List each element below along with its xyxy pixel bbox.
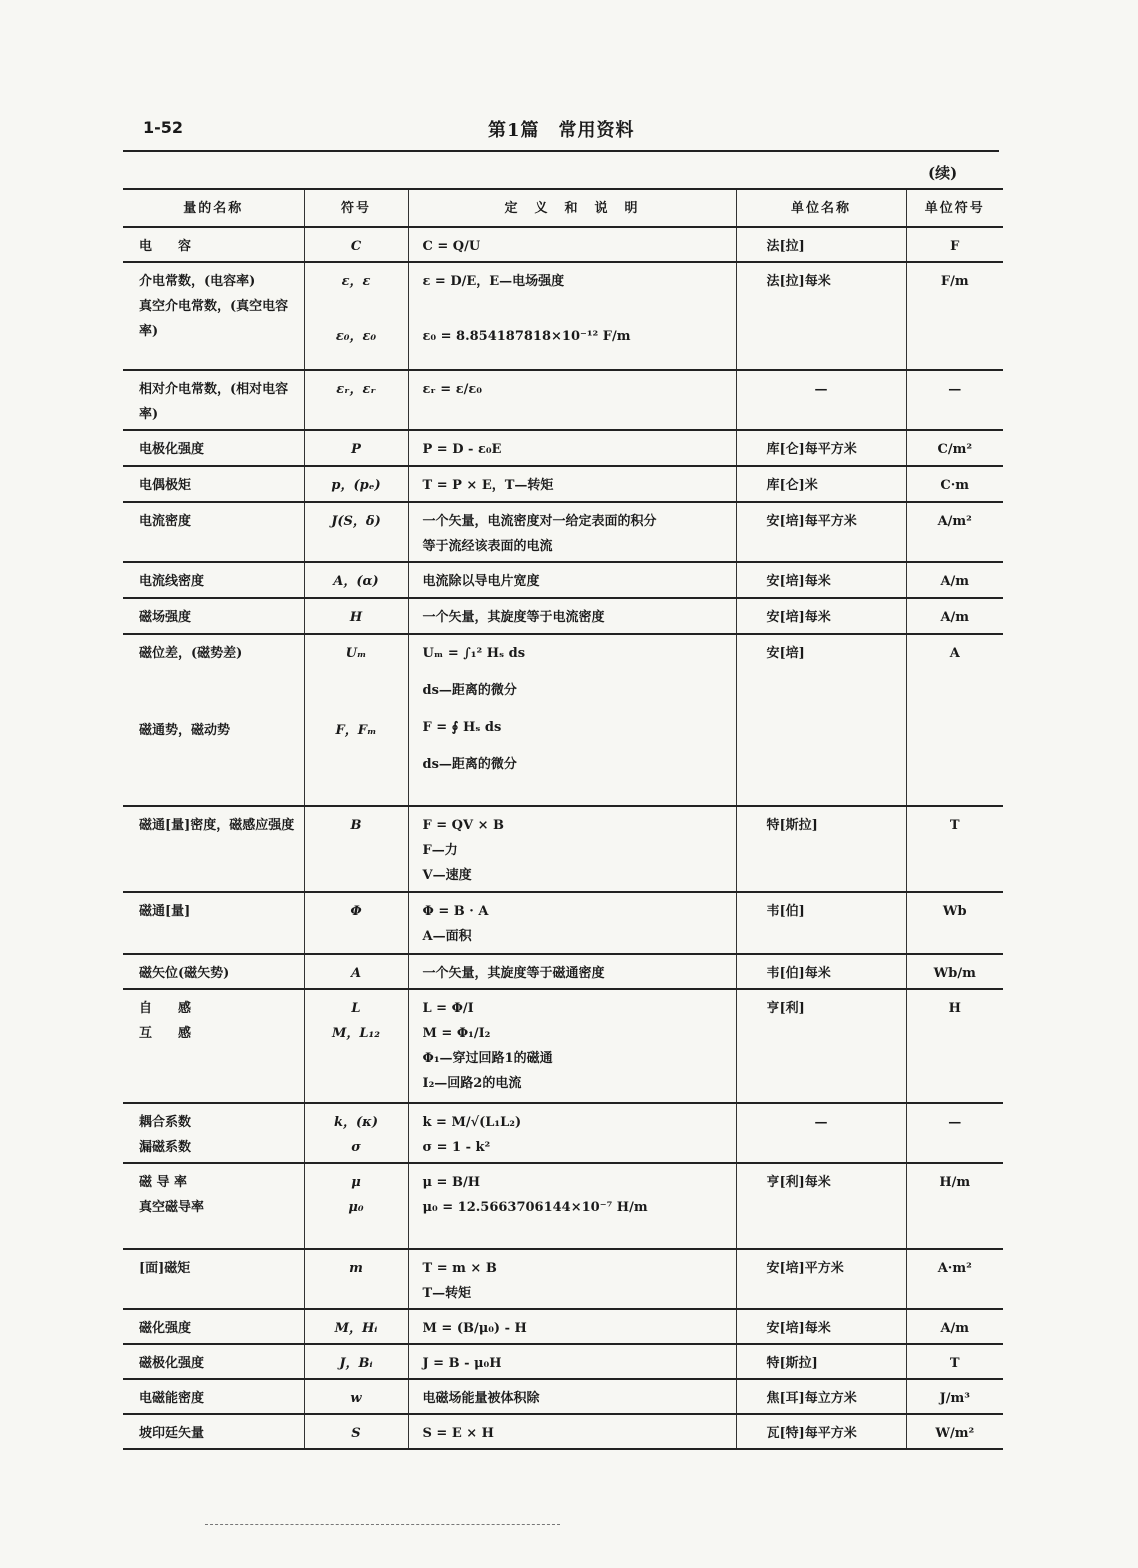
quantity-definition: L = Φ/I M = Φ₁/I₂ Φ₁—穿过回路1的磁通 I₂—回路2的电流 (408, 989, 736, 1103)
unit-name: 亨[利] (736, 989, 906, 1103)
quantity-definition: 电流除以导电片宽度 (408, 562, 736, 598)
table-row (123, 370, 1003, 430)
bottom-scan-line (205, 1524, 560, 1525)
table-row (123, 1414, 1003, 1449)
quantity-definition: T = m × B T—转矩 (408, 1249, 736, 1309)
quantity-name: 磁化强度 (139, 1321, 192, 1336)
quantity-symbol: J，Bᵢ (304, 1344, 408, 1379)
quantity-definition: ε = D/E，E—电场强度 ε₀ = 8.854187818×10⁻¹² F/m (408, 262, 736, 370)
unit-name: 瓦[特]每平方米 (736, 1414, 906, 1449)
unit-symbol: J/m³ (906, 1379, 1003, 1414)
quantity-definition: k = M/√(L₁L₂) σ = 1 - k² (408, 1103, 736, 1163)
table-row (123, 1344, 1003, 1379)
quantity-symbol: S (304, 1414, 408, 1449)
quantities-table (123, 188, 1003, 1450)
quantity-definition: J = B - μ₀H (408, 1344, 736, 1379)
quantity-definition: P = D - ε₀E (408, 430, 736, 466)
unit-symbol: C·m (906, 466, 1003, 502)
unit-name: 法[拉]每米 (736, 262, 906, 370)
quantity-symbol: C (304, 227, 408, 262)
quantity-definition: S = E × H (408, 1414, 736, 1449)
header-definition: 定 义 和 说 明 (408, 189, 736, 227)
quantity-name: 磁通[量] (139, 904, 191, 919)
quantity-name: 相对介电常数，(相对电容率) (139, 382, 289, 422)
quantity-symbol: H (304, 598, 408, 634)
header-unit-name: 单位名称 (736, 189, 906, 227)
quantity-symbol: M，Hᵢ (304, 1309, 408, 1344)
quantity-name: 电偶极矩 (139, 478, 192, 493)
unit-name: 安[培]每米 (736, 1309, 906, 1344)
quantity-name: 磁位差，(磁势差) 磁通势，磁动势 (139, 646, 243, 738)
quantity-definition: 一个矢量，电流密度对一给定表面的积分 等于流经该表面的电流 (408, 502, 736, 562)
quantity-definition: 电磁场能量被体积除 (408, 1379, 736, 1414)
table-row (123, 892, 1003, 954)
header-quantity-name: 量的名称 (183, 200, 244, 216)
quantity-symbol: w (304, 1379, 408, 1414)
quantity-name: 磁矢位(磁矢势) (139, 966, 230, 981)
unit-symbol: T (906, 806, 1003, 892)
unit-symbol: F (906, 227, 1003, 262)
quantity-definition: 一个矢量，其旋度等于磁通密度 (408, 954, 736, 989)
unit-symbol: A/m (906, 562, 1003, 598)
table-row (123, 634, 1003, 806)
unit-symbol: Wb/m (906, 954, 1003, 989)
header-rule (123, 150, 999, 152)
quantity-name: 电极化强度 (139, 442, 205, 457)
unit-name: 安[培]每平方米 (736, 502, 906, 562)
quantity-name: 磁极化强度 (139, 1356, 205, 1371)
quantity-definition: Uₘ = ∫₁² Hₛ ds ds—距离的微分 F = ∮ Hₛ ds ds—距离的微分 (408, 634, 736, 806)
table-row (123, 562, 1003, 598)
quantity-symbol: μ μ₀ (304, 1163, 408, 1249)
table-row (123, 466, 1003, 502)
quantity-name: 电磁能密度 (139, 1391, 205, 1406)
unit-symbol: H (906, 989, 1003, 1103)
table-row (123, 502, 1003, 562)
unit-symbol: A·m² (906, 1249, 1003, 1309)
table-header-row (123, 189, 1003, 227)
unit-symbol: A (906, 634, 1003, 806)
unit-name: 特[斯拉] (736, 806, 906, 892)
page-number: 1-52 (143, 118, 184, 137)
quantity-symbol: Uₘ F，Fₘ (304, 634, 408, 806)
unit-name: 库[仑]米 (736, 466, 906, 502)
unit-symbol: A/m (906, 598, 1003, 634)
unit-symbol: A/m² (906, 502, 1003, 562)
unit-name: 韦[伯] (736, 892, 906, 954)
quantity-name: 电 容 (139, 239, 192, 254)
quantity-name: 磁场强度 (139, 610, 192, 625)
unit-symbol: F/m (906, 262, 1003, 370)
unit-name: 库[仑]每平方米 (736, 430, 906, 466)
quantity-name: 自 感 互 感 (139, 1001, 192, 1041)
header-symbol: 符号 (304, 189, 408, 227)
quantity-name: 磁 导 率 真空磁导率 (139, 1175, 205, 1215)
quantity-name: 电流密度 (139, 514, 192, 529)
quantity-name: 耦合系数 漏磁系数 (139, 1115, 192, 1155)
table-row (123, 1163, 1003, 1249)
unit-name: 安[培]每米 (736, 598, 906, 634)
table-row (123, 1103, 1003, 1163)
quantity-name: 坡印廷矢量 (139, 1426, 205, 1441)
unit-name: 法[拉] (736, 227, 906, 262)
quantity-definition: C = Q/U (408, 227, 736, 262)
quantity-symbol: Φ (304, 892, 408, 954)
quantity-definition: μ = B/H μ₀ = 12.5663706144×10⁻⁷ H/m (408, 1163, 736, 1249)
quantity-symbol: L M，L₁₂ (304, 989, 408, 1103)
unit-symbol: C/m² (906, 430, 1003, 466)
quantity-symbol: P (304, 430, 408, 466)
unit-name: 安[培]平方米 (736, 1249, 906, 1309)
table-row (123, 598, 1003, 634)
table-row (123, 989, 1003, 1103)
quantity-name: [面]磁矩 (139, 1261, 191, 1276)
unit-symbol: — (906, 370, 1003, 430)
quantity-symbol: k，(κ) σ (304, 1103, 408, 1163)
quantity-symbol: p，(pₑ) (304, 466, 408, 502)
table-row (123, 227, 1003, 262)
quantity-name: 电流线密度 (139, 574, 205, 589)
quantity-definition: εᵣ = ε/ε₀ (408, 370, 736, 430)
unit-symbol: H/m (906, 1163, 1003, 1249)
quantity-symbol: J(S，δ) (304, 502, 408, 562)
table-row (123, 1309, 1003, 1344)
quantity-name: 介电常数，(电容率) 真空介电常数，(真空电容率) (139, 274, 289, 339)
quantity-symbol: m (304, 1249, 408, 1309)
quantity-symbol: A，(α) (304, 562, 408, 598)
quantity-symbol: B (304, 806, 408, 892)
quantity-definition: Φ = B · A A—面积 (408, 892, 736, 954)
unit-symbol: A/m (906, 1309, 1003, 1344)
continued-label: (续) (928, 164, 958, 182)
table-row (123, 954, 1003, 989)
unit-symbol: — (906, 1103, 1003, 1163)
table-row (123, 1379, 1003, 1414)
unit-name: 安[培] (736, 634, 906, 806)
unit-name: 韦[伯]每米 (736, 954, 906, 989)
unit-symbol: T (906, 1344, 1003, 1379)
unit-name: — (736, 1103, 906, 1163)
table-row (123, 430, 1003, 466)
quantity-symbol: A (304, 954, 408, 989)
unit-name: 安[培]每米 (736, 562, 906, 598)
table-row (123, 1249, 1003, 1309)
header-unit-symbol: 单位符号 (906, 189, 1003, 227)
quantity-name: 磁通[量]密度，磁感应强度 (139, 818, 295, 833)
unit-name: 焦[耳]每立方米 (736, 1379, 906, 1414)
unit-name: 特[斯拉] (736, 1344, 906, 1379)
quantity-definition: F = QV × B F—力 V—速度 (408, 806, 736, 892)
unit-symbol: W/m² (906, 1414, 1003, 1449)
unit-name: 亨[利]每米 (736, 1163, 906, 1249)
quantity-definition: 一个矢量，其旋度等于电流密度 (408, 598, 736, 634)
quantity-symbol: ε，ε ε₀，ε₀ (304, 262, 408, 370)
quantity-definition: T = P × E，T—转矩 (408, 466, 736, 502)
unit-name: — (736, 370, 906, 430)
unit-symbol: Wb (906, 892, 1003, 954)
page-title: 第1篇 常用资料 (488, 120, 635, 141)
table-row (123, 806, 1003, 892)
quantity-symbol: εᵣ，εᵣ (304, 370, 408, 430)
quantity-definition: M = (B/μ₀) - H (408, 1309, 736, 1344)
table-row (123, 262, 1003, 370)
